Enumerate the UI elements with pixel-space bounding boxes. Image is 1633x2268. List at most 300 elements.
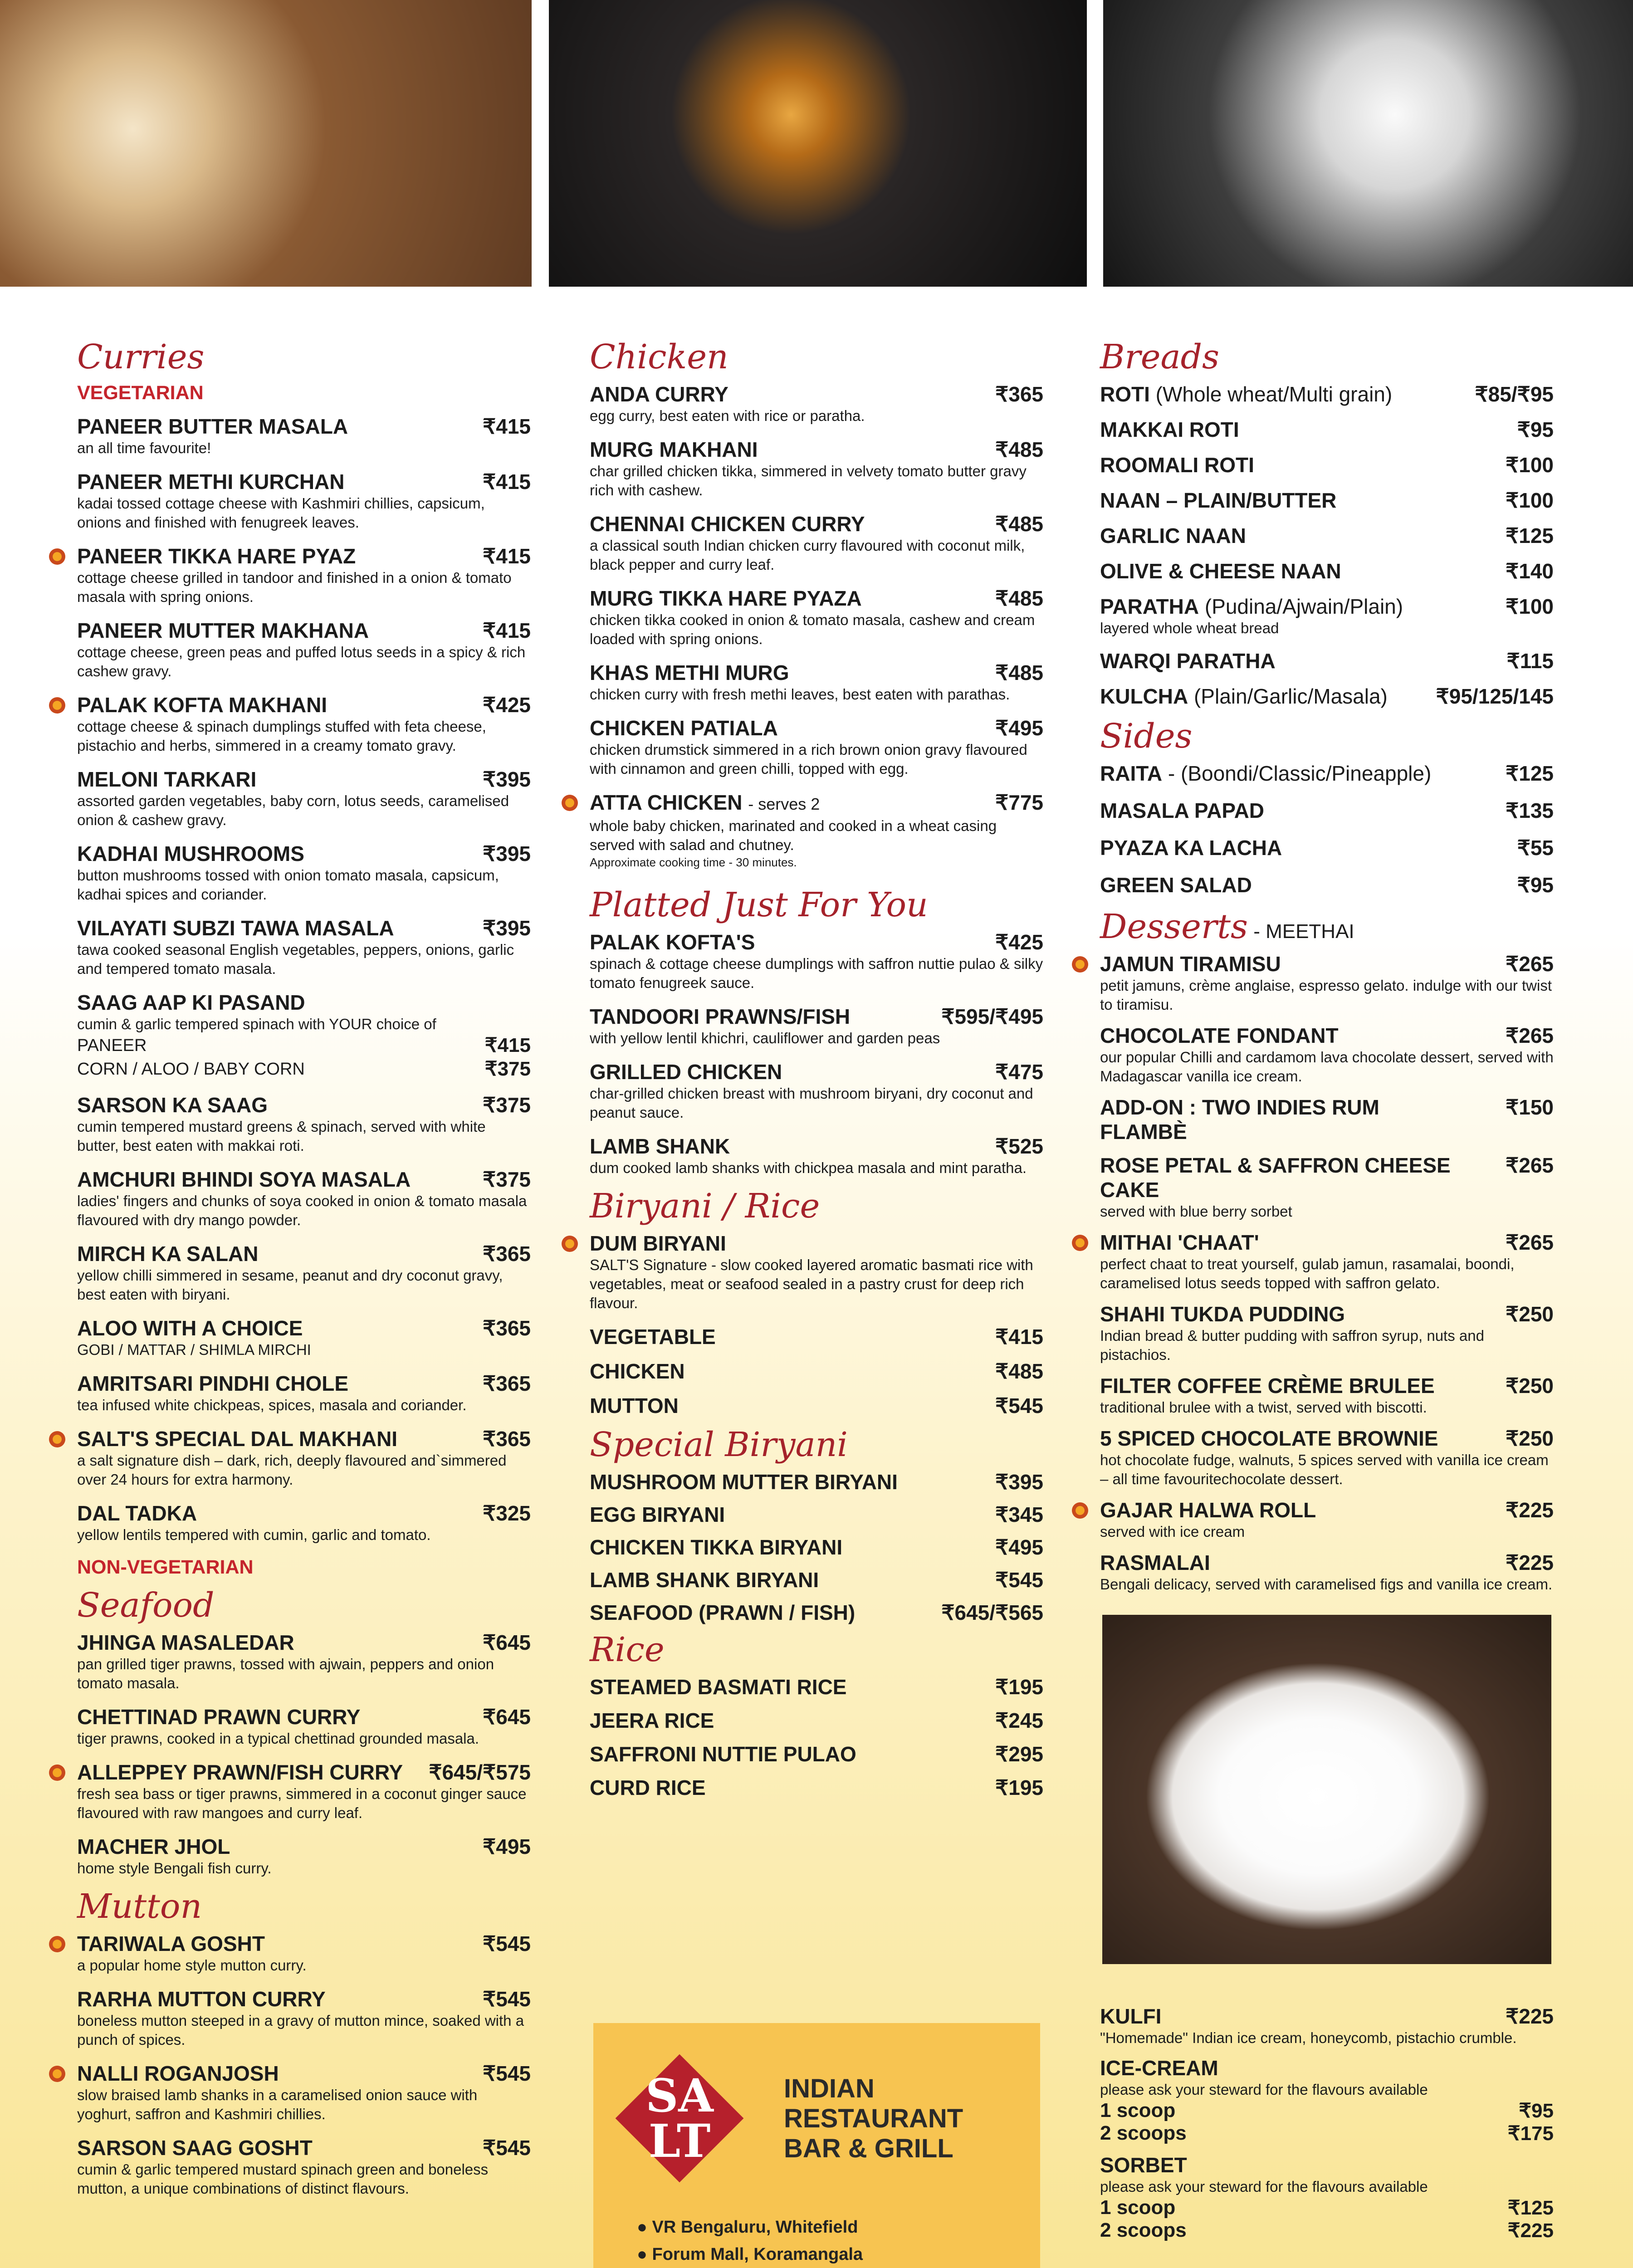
item-name (77, 1093, 531, 1117)
item-name (77, 693, 531, 717)
item-name (590, 1325, 1043, 1349)
item-name-text: MURG MAKHANI (590, 438, 758, 461)
item-name (590, 1134, 1043, 1158)
menu-item (1100, 836, 1554, 860)
item-name-text: MUTTON (590, 1394, 679, 1418)
menu-item (590, 1134, 1043, 1178)
item-name-text: ATTA CHICKEN (590, 791, 743, 814)
item-price: ₹95 (1517, 873, 1554, 897)
item-detail: - (Boondi/Classic/Pineapple) (1162, 762, 1432, 785)
salt-logo (616, 2054, 744, 2183)
menu-item (77, 1167, 531, 1230)
menu-item (590, 437, 1043, 500)
item-name (590, 1568, 1043, 1592)
item-price: ₹150 (1505, 1095, 1554, 1119)
item-price: ₹115 (1506, 649, 1554, 673)
menu-item (590, 512, 1043, 574)
cooking-time-note: Approximate cooking time - 30 minutes. (590, 855, 797, 869)
item-name-text: LAMB SHANK BIRYANI (590, 1568, 819, 1592)
item-name (77, 544, 531, 568)
item-name (590, 1708, 1043, 1733)
section-title-biryani: Biryani / Rice (590, 1187, 820, 1226)
item-price: ₹545 (995, 1568, 1043, 1592)
item-price: ₹545 (995, 1394, 1043, 1418)
item-name (1100, 873, 1554, 897)
option-label: PANEER (77, 1036, 147, 1055)
item-price: ₹85/₹95 (1475, 382, 1554, 406)
logo-mark-bottom: LT (648, 2114, 711, 2168)
menu-item (1100, 684, 1554, 709)
item-price: ₹485 (995, 438, 1043, 461)
item-desc: tawa cooked seasonal English vegetables, peppers, onions, garlic and tempered tomato masala. (77, 941, 514, 977)
menu-item (590, 1060, 1043, 1122)
item-name-text: GREEN SALAD (1100, 873, 1252, 897)
item-desc: dum cooked lamb shanks with chickpea masala and mint paratha. (590, 1159, 1027, 1176)
platted-list (590, 930, 1043, 1178)
menu-item (1100, 1498, 1554, 1541)
item-name-text: GAJAR HALWA ROLL (1100, 1498, 1316, 1522)
item-desc: cumin & garlic tempered spinach with YOUR choice of (77, 1016, 436, 1032)
section-title-desserts (1100, 907, 1554, 946)
column-chicken (590, 336, 1043, 1809)
item-price: ₹495 (482, 1835, 531, 1858)
menu-item (1100, 1302, 1554, 1364)
item-price: ₹375 (482, 1168, 531, 1191)
item-price: ₹425 (995, 930, 1043, 954)
item-name (77, 841, 531, 866)
signature-icon (562, 795, 578, 811)
item-price: ₹225 (1505, 1551, 1554, 1574)
sides-list (1100, 761, 1554, 897)
dessert-cups-photo (1103, 0, 1633, 287)
menu-item (1100, 2004, 1554, 2048)
item-name-text: KULCHA (1100, 684, 1188, 708)
item-desc: tea infused white chickpeas, spices, masala and coriander. (77, 1397, 467, 1413)
item-desc: chicken tikka cooked in onion & tomato masala, cashew and cream loaded with spring onions. (590, 611, 1035, 647)
item-desc: GOBI / MATTAR / SHIMLA MIRCHI (77, 1341, 311, 1358)
item-name (77, 1371, 531, 1396)
menu-item (590, 1470, 1043, 1494)
item-price: ₹415 (482, 619, 531, 642)
option-price: ₹375 (484, 1058, 531, 1080)
section-title-seafood: Seafood (77, 1586, 215, 1625)
item-name (77, 916, 531, 940)
item-name-text: JHINGA MASALEDAR (77, 1631, 294, 1654)
item-name: SORBET (1100, 2153, 1187, 2177)
menu-item (1100, 594, 1554, 638)
item-name: ICE-CREAM (1100, 2056, 1218, 2080)
column-curries (77, 336, 531, 2210)
item-price: ₹125 (1505, 524, 1554, 547)
item-name-text: PALAK KOFTA'S (590, 930, 755, 954)
menu-item (77, 1371, 531, 1415)
item-name-text: LAMB SHANK (590, 1134, 730, 1158)
section-title-sides: Sides (1100, 717, 1193, 756)
item-desc: our popular Chilli and cardamom lava chocolate dessert, served with Madagascar vanilla ice cream. (1100, 1049, 1554, 1085)
item-name-text: MELONI TARKARI (77, 767, 257, 791)
item-name (77, 414, 531, 439)
item-name (1100, 559, 1554, 583)
menu-item (1100, 649, 1554, 673)
item-price: ₹365 (482, 1316, 531, 1340)
saag-option (77, 1034, 531, 1057)
scoop-price: ₹125 (1507, 2197, 1554, 2219)
menu-item (1100, 1426, 1554, 1489)
scoop-option (1100, 2196, 1554, 2219)
item-price: ₹375 (482, 1093, 531, 1117)
item-desc: traditional brulee with a twist, served with biscotti. (1100, 1399, 1427, 1416)
item-desc: SALT'S Signature - slow cooked layered aromatic basmati rice with vegetables, meat or seafood sealed in a pastry crust for deep rich flavour. (590, 1256, 1033, 1311)
menu-item (1100, 523, 1554, 548)
menu-item (77, 841, 531, 904)
menu-item (590, 1502, 1043, 1527)
item-name-text: STEAMED BASMATI RICE (590, 1675, 847, 1699)
item-name-text: ROTI (1100, 382, 1150, 406)
item-name-text: PYAZA KA LACHA (1100, 836, 1282, 860)
item-name-text: MASALA PAPAD (1100, 799, 1265, 822)
address-line: ● VR Bengaluru, Whitefield (637, 2218, 858, 2237)
saag-option (77, 1057, 531, 1081)
menu-item (77, 990, 531, 1081)
item-name-text: CHOCOLATE FONDANT (1100, 1024, 1339, 1047)
item-name-text: ANDA CURRY (590, 382, 728, 406)
item-price: ₹125 (1505, 762, 1554, 785)
item-name-text: JEERA RICE (590, 1709, 714, 1732)
menu-item (590, 1393, 1043, 1418)
menu-item (1100, 453, 1554, 477)
tagline-line: BAR & GRILL (784, 2134, 953, 2163)
item-name-text: PANEER MUTTER MAKHANA (77, 619, 369, 642)
item-name (590, 1742, 1043, 1766)
item-name-text: MUSHROOM MUTTER BIRYANI (590, 1470, 898, 1494)
item-desc: pan grilled tiger prawns, tossed with ajwain, peppers and onion tomato masala. (77, 1656, 494, 1691)
menu-item (1100, 1023, 1554, 1086)
item-price: ₹495 (995, 1535, 1043, 1559)
item-name-text: ROSE PETAL & SAFFRON CHEESE CAKE (1100, 1154, 1451, 1202)
item-name-text: AMRITSARI PINDHI CHOLE (77, 1372, 348, 1395)
menu-item (77, 1987, 531, 2049)
item-desc: please ask your steward for the flavours available (1100, 2081, 1428, 2098)
item-price: ₹545 (482, 2136, 531, 2160)
signature-icon (49, 2066, 65, 2082)
menu-item (1100, 1374, 1554, 1417)
item-desc: tiger prawns, cooked in a typical chettinad grounded masala. (77, 1730, 479, 1747)
item-name-text: PARATHA (1100, 595, 1199, 618)
item-name (1100, 836, 1554, 860)
item-name-text: SARSON SAAG GOSHT (77, 2136, 313, 2160)
address-line: ● Forum Mall, Koramangala (637, 2245, 863, 2264)
item-name-text: RARHA MUTTON CURRY (77, 1987, 326, 2011)
item-name-text: TARIWALA GOSHT (77, 1932, 265, 1955)
item-price: ₹415 (482, 470, 531, 494)
scoop-price: ₹175 (1507, 2122, 1554, 2145)
menu-item (77, 1093, 531, 1155)
item-name-text: TANDOORI PRAWNS/FISH (590, 1005, 851, 1028)
tagline-line: RESTAURANT (784, 2104, 963, 2133)
item-price: ₹595/₹495 (941, 1005, 1043, 1028)
vegetarian-heading: VEGETARIAN (77, 382, 204, 404)
item-name (590, 586, 1043, 611)
item-name-text: EGG BIRYANI (590, 1503, 725, 1526)
item-desc: kadai tossed cottage cheese with Kashmiri chillies, capsicum, onions and finished with fenugreek leaves. (77, 495, 485, 531)
signature-icon (49, 697, 65, 714)
item-name (1100, 649, 1554, 673)
item-name (1100, 1095, 1554, 1144)
item-price: ₹140 (1505, 559, 1554, 583)
menu-item (77, 414, 531, 458)
item-price: ₹195 (995, 1776, 1043, 1799)
item-price: ₹95 (1517, 418, 1554, 441)
item-price: ₹395 (482, 916, 531, 940)
item-desc: served with blue berry sorbet (1100, 1203, 1292, 1220)
item-price: ₹135 (1505, 799, 1554, 822)
menu-item (77, 1501, 531, 1545)
logo-mark-top: SA (645, 2069, 714, 2122)
item-price: ₹95/125/145 (1436, 684, 1554, 708)
item-name (1100, 798, 1554, 823)
section-title-special-biryani: Special Biryani (590, 1425, 848, 1464)
item-price: ₹225 (1505, 1498, 1554, 1522)
item-price: ₹295 (995, 1742, 1043, 1766)
item-desc: home style Bengali fish curry. (77, 1860, 272, 1877)
item-desc: chicken drumstick simmered in a rich brown onion gravy flavoured with cinnamon and green chilli, topped with egg. (590, 741, 1027, 777)
item-name-text: GRILLED CHICKEN (590, 1060, 782, 1084)
item-name-text: CHICKEN TIKKA BIRYANI (590, 1535, 843, 1559)
section-title-breads: Breads (1100, 337, 1220, 376)
item-name-text: ALLEPPEY PRAWN/FISH CURRY (77, 1760, 403, 1784)
item-price: ₹495 (995, 716, 1043, 740)
item-name (1100, 1153, 1554, 1202)
item-name-text: AMCHURI BHINDI SOYA MASALA (77, 1168, 411, 1191)
menu-item (1100, 1095, 1554, 1144)
column-breads (1100, 336, 1554, 1603)
item-name (590, 790, 1043, 816)
item-desc: with yellow lentil khichri, cauliflower and garden peas (590, 1030, 940, 1046)
signature-icon (1072, 1235, 1088, 1251)
item-desc: "Homemade" Indian ice cream, honeycomb, pistachio crumble. (1100, 2029, 1517, 2046)
breads-list (1100, 382, 1554, 709)
item-desc: egg curry, best eaten with rice or paratha. (590, 407, 865, 424)
non-vegetarian-heading: NON-VEGETARIAN (77, 1556, 254, 1578)
menu-item (1100, 382, 1554, 406)
item-name (1100, 594, 1554, 619)
scoop-price: ₹225 (1507, 2219, 1554, 2242)
menu-item (77, 1705, 531, 1748)
item-name-text: PANEER METHI KURCHAN (77, 470, 345, 494)
menu-item (77, 767, 531, 830)
item-desc: layered whole wheat bread (1100, 620, 1279, 636)
menu-item (77, 618, 531, 681)
item-name-text: CURD RICE (590, 1776, 706, 1799)
signature-icon (1072, 956, 1088, 973)
scoop-option (1100, 2219, 1554, 2242)
scoop-option (1100, 2099, 1554, 2122)
item-desc: cumin tempered mustard greens & spinach, served with white butter, best eaten with makkai roti. (77, 1118, 486, 1154)
restaurant-tagline (784, 2074, 963, 2164)
menu-item (77, 1931, 531, 1975)
item-desc: chicken curry with fresh methi leaves, best eaten with parathas. (590, 686, 1010, 703)
menu-item (1100, 559, 1554, 583)
scoop-price: ₹95 (1519, 2100, 1554, 2122)
item-name-text: KHAS METHI MURG (590, 661, 789, 684)
item-price: ₹395 (995, 1470, 1043, 1494)
item-desc: yellow lentils tempered with cumin, garlic and tomato. (77, 1526, 431, 1543)
special-biryani-list (590, 1470, 1043, 1625)
item-price: ₹365 (482, 1372, 531, 1395)
item-name (590, 1675, 1043, 1699)
menu-item (77, 693, 531, 755)
item-name (1100, 417, 1554, 442)
item-name (77, 469, 531, 494)
item-name-text: 5 SPICED CHOCOLATE BROWNIE (1100, 1427, 1438, 1450)
item-name-text: ALOO WITH A CHOICE (77, 1316, 303, 1340)
menu-item (590, 1535, 1043, 1559)
item-name (77, 1630, 531, 1655)
item-desc: boneless mutton steeped in a gravy of mutton mince, soaked with a punch of spices. (77, 2012, 524, 2048)
section-title-chicken: Chicken (590, 337, 728, 376)
item-desc: button mushrooms tossed with onion tomato masala, capsicum, kadhai spices and coriander. (77, 867, 499, 903)
item-price: ₹265 (1505, 1024, 1554, 1047)
item-name (77, 2136, 531, 2160)
item-desc: petit jamuns, crème anglaise, espresso gelato. indulge with our twist to tiramisu. (1100, 977, 1552, 1013)
item-name (1100, 1550, 1554, 1575)
item-name-text: SARSON KA SAAG (77, 1093, 268, 1117)
item-name-text: SALT'S SPECIAL DAL MAKHANI (77, 1427, 398, 1451)
item-price: ₹100 (1505, 489, 1554, 512)
item-name (77, 1987, 531, 2011)
menu-item (77, 544, 531, 606)
item-name-text: PANEER BUTTER MASALA (77, 415, 348, 438)
item-price: ₹645 (482, 1705, 531, 1729)
item-price: ₹195 (995, 1675, 1043, 1699)
item-desc: cottage cheese grilled in tandoor and finished in a onion & tomato masala with spring onions. (77, 569, 512, 605)
menu-item (590, 716, 1043, 778)
tagline-line: INDIAN (784, 2074, 875, 2103)
menu-item (77, 469, 531, 532)
item-name (590, 660, 1043, 685)
menu-item (1100, 1550, 1554, 1594)
item-name-text: VEGETABLE (590, 1325, 716, 1349)
item-price: ₹545 (482, 1932, 531, 1955)
section-title-mutton: Mutton (77, 1887, 202, 1926)
item-price: ₹345 (995, 1503, 1043, 1526)
mutton-list (77, 1931, 531, 2198)
seafood-list (77, 1630, 531, 1878)
item-desc: cottage cheese, green peas and puffed lotus seeds in a spicy & rich cashew gravy. (77, 644, 526, 679)
item-name-text: MIRCH KA SALAN (77, 1242, 259, 1266)
item-name (590, 437, 1043, 462)
rice-list (590, 1675, 1043, 1800)
item-name (590, 1359, 1043, 1383)
item-name-text: VILAYATI SUBZI TAWA MASALA (77, 916, 394, 940)
item-desc: fresh sea bass or tiger prawns, simmered in a coconut ginger sauce flavoured with raw mangoes and curry leaf. (77, 1785, 527, 1821)
item-desc: Indian bread & butter pudding with saffron syrup, nuts and pistachios. (1100, 1327, 1484, 1363)
menu-item (590, 1675, 1043, 1699)
item-name-text: ROOMALI ROTI (1100, 453, 1254, 477)
desserts-list (1100, 952, 1554, 1594)
signature-icon (562, 1236, 578, 1252)
menu-item (77, 916, 531, 978)
item-price: ₹645 (482, 1631, 531, 1654)
item-price: ₹545 (482, 2062, 531, 2085)
item-name (1100, 488, 1554, 513)
item-name (590, 382, 1043, 406)
menu-item (77, 1316, 531, 1359)
menu-item (590, 1325, 1043, 1349)
section-title-rice: Rice (590, 1630, 665, 1669)
menu-item (77, 1630, 531, 1693)
item-desc: yellow chilli simmered in sesame, peanut and dry coconut gravy, best eaten with biryani. (77, 1267, 503, 1303)
menu-item (590, 790, 1043, 870)
item-price: ₹225 (1505, 2004, 1554, 2028)
option-label: CORN / ALOO / BABY CORN (77, 1060, 305, 1079)
menu-item (77, 2061, 531, 2124)
item-desc: char grilled chicken tikka, simmered in velvety tomato butter gravy rich with cashew. (590, 463, 1027, 499)
scoop-label: 2 scoops (1100, 2122, 1187, 2144)
item-name-text: SAFFRONI NUTTIE PULAO (590, 1742, 856, 1766)
menu-item (590, 930, 1043, 992)
item-name (1100, 761, 1554, 786)
menu-item (1100, 761, 1554, 786)
item-name-text: DAL TADKA (77, 1501, 197, 1525)
frozen-desserts (1100, 2004, 1554, 2253)
item-price: ₹415 (482, 544, 531, 568)
item-name-text: GARLIC NAAN (1100, 524, 1246, 547)
item-price: ₹485 (995, 1359, 1043, 1383)
item-name (590, 1393, 1043, 1418)
item-name (590, 716, 1043, 740)
item-price: ₹525 (995, 1134, 1043, 1158)
plated-dessert-photo (1102, 1615, 1551, 1964)
item-price: ₹395 (482, 842, 531, 865)
item-name (590, 1060, 1043, 1084)
item-desc: slow braised lamb shanks in a caramelised onion sauce with yoghurt, saffron and Kashmiri chillies. (77, 2087, 478, 2122)
section-title-platted: Platted Just For You (590, 885, 928, 924)
menu-item (1100, 2056, 1554, 2145)
item-price: ₹395 (482, 767, 531, 791)
item-name-text: SHAHI TUKDA PUDDING (1100, 1302, 1345, 1326)
menu-item (590, 1004, 1043, 1048)
item-price: ₹775 (995, 791, 1043, 814)
biryani-list (590, 1325, 1043, 1418)
item-desc: hot chocolate fudge, walnuts, 5 spices served with vanilla ice cream – all time favouritechocolate dessert. (1100, 1452, 1549, 1487)
item-name-text: JAMUN TIRAMISU (1100, 952, 1281, 976)
item-name (1100, 1426, 1554, 1451)
item-name (77, 618, 531, 643)
item-name (590, 1775, 1043, 1800)
item-desc: a classical south Indian chicken curry flavoured with coconut milk, black pepper and curry leaf. (590, 537, 1025, 573)
item-name-text: CHENNAI CHICKEN CURRY (590, 512, 865, 536)
item-price: ₹415 (482, 415, 531, 438)
menu-item (590, 1568, 1043, 1592)
item-name: KULFI (1100, 2004, 1162, 2028)
item-desc: cumin & garlic tempered mustard spinach green and boneless mutton, a unique combinations of distinct flavours. (77, 2161, 489, 2197)
scoop-label: 1 scoop (1100, 2196, 1176, 2219)
item-name-text: KADHAI MUSHROOMS (77, 842, 304, 865)
item-name-text: MITHAI 'CHAAT' (1100, 1231, 1259, 1254)
section-title-curries: Curries (77, 337, 205, 376)
menu-item (1100, 488, 1554, 513)
item-desc: cottage cheese & spinach dumplings stuffed with feta cheese, pistachio and herbs, simmered in a creamy tomato gravy. (77, 718, 486, 754)
item-detail: (Pudina/Ajwain/Plain) (1199, 595, 1403, 618)
item-desc: char-grilled chicken breast with mushroom biryani, dry coconut and peanut sauce. (590, 1085, 1033, 1121)
signature-icon (1072, 1502, 1088, 1519)
item-price: ₹100 (1505, 453, 1554, 477)
item-desc: an all time favourite! (77, 440, 211, 456)
item-name (77, 1834, 531, 1859)
item-name (77, 1427, 531, 1451)
item-price: ₹485 (995, 512, 1043, 536)
